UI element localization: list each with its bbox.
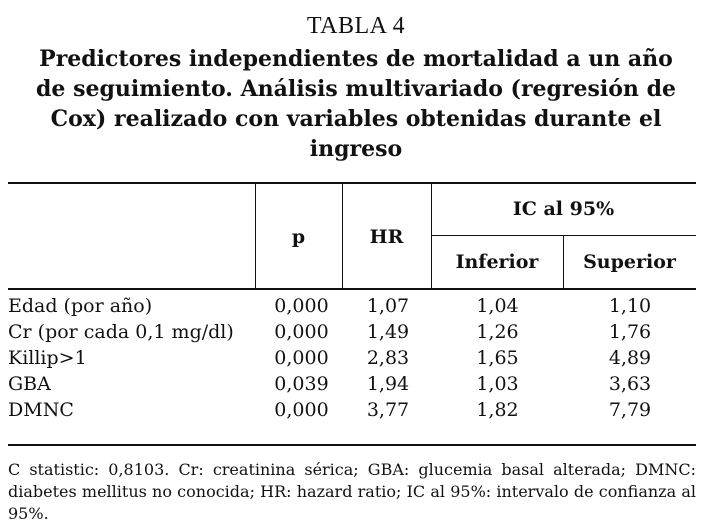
p-value: 0,000	[274, 347, 329, 369]
p-value: 0,000	[274, 295, 329, 317]
ci-upper-value: 3,63	[608, 373, 652, 395]
ci-lower-value: 1,04	[476, 295, 519, 317]
ci-lower-value: 1,03	[476, 373, 519, 395]
data-table	[8, 293, 696, 423]
table-title-block	[0, 12, 712, 164]
hr-value: 2,83	[366, 347, 410, 369]
table-caption: Predictores independientes de mortalidad a un año de seguimiento. Análisis multivariado (regresión de Cox) realizado con variables obtenidas durante el ingreso	[36, 46, 676, 162]
table-number: TABLA 4	[306, 13, 406, 39]
table-row	[8, 397, 696, 423]
row-label: Cr (por cada 0,1 mg/dl)	[8, 321, 234, 343]
row-label: Killip>1	[8, 347, 87, 369]
hr-value: 1,94	[366, 373, 410, 395]
header-ic-group: IC al 95%	[512, 198, 615, 220]
p-value: 0,000	[274, 321, 329, 343]
header-bottom-rule	[8, 288, 696, 290]
row-label: DMNC	[8, 399, 74, 421]
header-hr: HR	[369, 226, 404, 248]
ci-upper-value: 7,79	[608, 399, 652, 421]
ci-lower-value: 1,26	[476, 321, 519, 343]
header-superior: Superior	[583, 251, 676, 273]
ci-lower-value: 1,65	[476, 347, 519, 369]
table-row	[8, 371, 696, 397]
ci-lower-value: 1,82	[476, 399, 519, 421]
table-row	[8, 319, 696, 345]
table-footnote: C statistic: 0,8103. Cr: creatinina sérica; GBA: glucemia basal alterada; DMNC: diabetes mellitus no conocida; HR: hazard ratio; IC al 95%: intervalo de confianza al 95%.	[8, 460, 696, 523]
ci-upper-value: 1,76	[608, 321, 652, 343]
table-bottom-rule	[8, 444, 696, 446]
ci-upper-value: 4,89	[608, 347, 652, 369]
table-top-rule	[8, 182, 696, 184]
table-row	[8, 293, 696, 319]
header-p: p	[291, 226, 306, 248]
hr-value: 1,07	[366, 295, 410, 317]
p-value: 0,039	[274, 373, 329, 395]
ic-sub-rule	[431, 235, 696, 236]
p-value: 0,000	[274, 399, 329, 421]
row-label: GBA	[8, 373, 51, 395]
ci-upper-value: 1,10	[608, 295, 652, 317]
hr-value: 3,77	[366, 399, 410, 421]
row-label: Edad (por año)	[8, 295, 153, 317]
hr-value: 1,49	[366, 321, 410, 343]
table-row	[8, 345, 696, 371]
header-inferior: Inferior	[455, 251, 539, 273]
